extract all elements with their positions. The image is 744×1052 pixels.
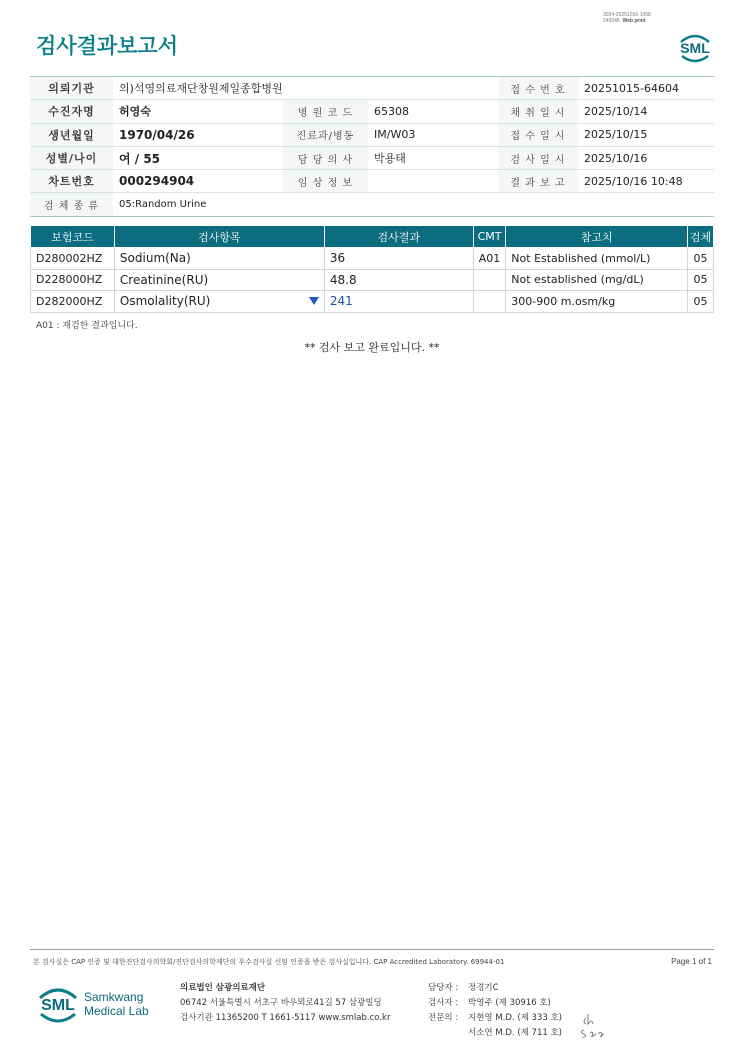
brand-line2: Medical Lab bbox=[84, 1004, 149, 1018]
info-row bbox=[30, 193, 714, 216]
result-cell: 36 bbox=[324, 248, 473, 270]
low-arrow-icon bbox=[309, 297, 319, 305]
footer-staff bbox=[428, 981, 562, 1041]
staff-row: 담당자 : 정경기C bbox=[428, 983, 499, 993]
info-value: 여 / 55 bbox=[113, 146, 283, 169]
spec-cell: 05 bbox=[687, 291, 713, 313]
info-row bbox=[30, 170, 714, 193]
brand-line1: Samkwang bbox=[84, 990, 144, 1004]
info-label: 수진자명 bbox=[30, 100, 113, 123]
info-value: 65308 bbox=[368, 100, 498, 123]
certification-text: 본 검사실은 CAP 인증 및 대한진단검사의학회/진단검사의학재단의 우수검사실 신임 인증을 받은 검사실입니다. CAP Accredited Laboratory. 69944-01 bbox=[33, 958, 505, 966]
info-label: 차트번호 bbox=[30, 170, 113, 193]
code-cell: D282000HZ bbox=[31, 291, 115, 313]
info-value: 1970/04/26 bbox=[113, 123, 283, 146]
item-cell-with-flag bbox=[114, 291, 324, 313]
info-label: 진료과/병동 bbox=[283, 123, 368, 146]
staff-row: 서소연 M.D. (제 711 호) bbox=[468, 1028, 563, 1038]
col-header: 검사항목 bbox=[114, 226, 324, 248]
info-value: 2025/10/15 bbox=[578, 123, 714, 146]
completion-message: ** 검사 보고 완료입니다. ** bbox=[304, 341, 440, 354]
results-table bbox=[30, 225, 714, 313]
page-number: Page 1 of 1 bbox=[671, 957, 712, 966]
info-row bbox=[30, 146, 714, 169]
info-value: 허영숙 bbox=[113, 100, 283, 123]
col-header: CMT bbox=[473, 226, 506, 248]
info-value: 2025/10/16 10:48 bbox=[578, 170, 714, 193]
specimen-label: 검 체 종 류 bbox=[30, 193, 113, 216]
info-value bbox=[368, 170, 498, 193]
ref-cell: Not established (mg/dL) bbox=[506, 269, 688, 291]
result-cell: 241 bbox=[324, 291, 473, 313]
comment-note: A01 : 재검한 결과입니다. bbox=[36, 321, 138, 331]
info-label: 생년월일 bbox=[30, 123, 113, 146]
spec-cell: 05 bbox=[687, 269, 713, 291]
patient-info-table bbox=[30, 76, 714, 217]
info-row bbox=[30, 100, 714, 123]
table-row bbox=[31, 269, 714, 291]
info-label: 성별/나이 bbox=[30, 146, 113, 169]
print-meta bbox=[603, 12, 651, 24]
table-row bbox=[31, 291, 714, 313]
info-value: 박용태 bbox=[368, 146, 498, 169]
print-meta-line1: 3034-20251016-1058 bbox=[603, 12, 651, 18]
footer-logo-text: SML bbox=[41, 997, 75, 1014]
info-value: 2025/10/16 bbox=[578, 146, 714, 169]
col-header: 검사결과 bbox=[324, 226, 473, 248]
item-cell: Sodium(Na) bbox=[114, 248, 324, 270]
info-label: 의뢰기관 bbox=[30, 77, 113, 100]
item-text: Osmolality(RU) bbox=[119, 294, 211, 309]
print-meta-line2: 240046 Web print bbox=[603, 18, 646, 24]
footer-logo-icon bbox=[36, 982, 80, 1026]
org-contact: 검사기관 11365200 T 1661-5117 www.smlab.co.kr bbox=[180, 1013, 391, 1023]
info-label: 담 당 의 사 bbox=[283, 146, 368, 169]
page-title: 검사결과보고서 bbox=[36, 34, 179, 58]
info-value: IM/W03 bbox=[368, 123, 498, 146]
info-label: 채 취 일 시 bbox=[498, 100, 578, 123]
col-header: 참고치 bbox=[506, 226, 688, 248]
info-label: 병 원 코 드 bbox=[283, 100, 368, 123]
signature-icon bbox=[578, 1010, 610, 1040]
ref-cell: Not Established (mmol/L) bbox=[506, 248, 688, 270]
info-value: 20251015-64604 bbox=[578, 77, 714, 100]
staff-row: 전문의 : 지현영 M.D. (제 333 호) bbox=[428, 1013, 563, 1023]
staff-row: 검사자 : 박영주 (제 30916 호) bbox=[428, 998, 551, 1008]
org-address: 06742 서울특별시 서초구 바우뫼로41길 57 삼광빌딩 bbox=[180, 998, 382, 1008]
spec-cell: 05 bbox=[687, 248, 713, 270]
col-header: 검체 bbox=[687, 226, 713, 248]
specimen-value: 05:Random Urine bbox=[113, 193, 714, 216]
footer-divider bbox=[30, 949, 714, 950]
footer-brand bbox=[84, 990, 149, 1018]
results-header-row bbox=[31, 226, 714, 248]
info-row bbox=[30, 123, 714, 146]
sml-logo-text: SML bbox=[680, 40, 710, 56]
info-value: 000294904 bbox=[113, 170, 283, 193]
footer-organization bbox=[180, 981, 390, 1026]
cmt-cell bbox=[473, 291, 506, 313]
info-label: 접 수 일 시 bbox=[498, 123, 578, 146]
info-label: 검 사 일 시 bbox=[498, 146, 578, 169]
ref-cell: 300-900 m.osm/kg bbox=[506, 291, 688, 313]
info-label: 결 과 보 고 bbox=[498, 170, 578, 193]
sml-logo-icon bbox=[676, 28, 714, 64]
info-value: 의)석영의료재단창원제일종합병원 bbox=[113, 77, 498, 100]
result-cell: 48.8 bbox=[324, 269, 473, 291]
info-value: 2025/10/14 bbox=[578, 100, 714, 123]
col-header: 보험코드 bbox=[31, 226, 115, 248]
item-cell: Creatinine(RU) bbox=[114, 269, 324, 291]
info-label: 접 수 번 호 bbox=[498, 77, 578, 100]
info-row bbox=[30, 77, 714, 100]
cmt-cell: A01 bbox=[473, 248, 506, 270]
code-cell: D228000HZ bbox=[31, 269, 115, 291]
org-name: 의료법인 삼광의료재단 bbox=[180, 983, 266, 993]
table-row bbox=[31, 248, 714, 270]
cmt-cell bbox=[473, 269, 506, 291]
info-label: 임 상 정 보 bbox=[283, 170, 368, 193]
code-cell: D280002HZ bbox=[31, 248, 115, 270]
